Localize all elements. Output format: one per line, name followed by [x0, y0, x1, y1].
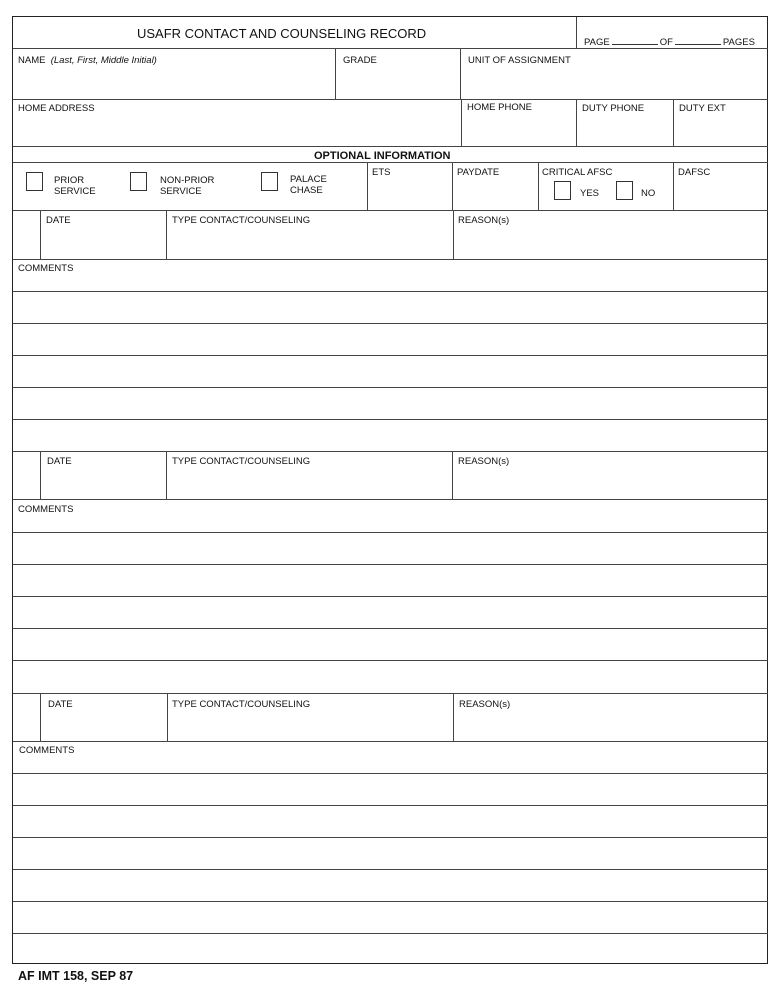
- divider: [166, 210, 167, 259]
- comment-line: [13, 628, 768, 629]
- palace-chase-label: PALACE CHASE: [290, 174, 327, 196]
- reasons-field[interactable]: [455, 227, 767, 257]
- name-hint: (Last, First, Middle Initial): [50, 55, 157, 66]
- divider: [13, 99, 768, 100]
- page-label: PAGE: [584, 37, 610, 48]
- comment-line: [13, 933, 768, 934]
- type-contact-field[interactable]: [169, 710, 451, 740]
- date-field[interactable]: [42, 468, 164, 498]
- dafsc-label: DAFSC: [678, 167, 711, 178]
- ets-label: ETS: [372, 167, 391, 178]
- comment-line: [13, 355, 768, 356]
- comments-field[interactable]: [13, 757, 768, 962]
- page-count: [584, 36, 755, 48]
- yes-label: YES: [580, 188, 600, 199]
- comment-line: [13, 419, 768, 420]
- critical-afsc-label: CRITICAL AFSC: [542, 167, 613, 178]
- date-field[interactable]: [42, 710, 165, 740]
- of-label: OF: [659, 37, 673, 48]
- comment-line: [13, 532, 768, 533]
- no-label: NO: [641, 188, 656, 199]
- form-title: USAFR CONTACT AND COUNSELING RECORD: [137, 26, 427, 41]
- divider: [40, 693, 41, 741]
- comment-line: [13, 869, 768, 870]
- comments-label: COMMENTS: [18, 263, 74, 274]
- reasons-label: REASON(s): [458, 215, 510, 226]
- reasons-label: REASON(s): [459, 699, 511, 710]
- divider: [13, 741, 768, 742]
- date-label: DATE: [46, 215, 71, 226]
- comment-line: [13, 901, 768, 902]
- ets-field[interactable]: [369, 179, 450, 209]
- divider: [673, 162, 674, 210]
- non-prior-service-label: NON-PRIOR SERVICE: [160, 175, 215, 197]
- divider: [452, 162, 453, 210]
- critical-afsc-no-checkbox[interactable]: [616, 181, 633, 200]
- reasons-label: REASON(s): [458, 456, 510, 467]
- pages-label: PAGES: [722, 37, 755, 48]
- divider: [453, 693, 454, 741]
- duty-ext-field[interactable]: [675, 115, 767, 145]
- dafsc-field[interactable]: [675, 179, 767, 209]
- type-contact-label: TYPE CONTACT/COUNSELING: [172, 699, 311, 710]
- grade-field[interactable]: [337, 67, 458, 97]
- paydate-label: PAYDATE: [457, 167, 500, 178]
- type-contact-label: TYPE CONTACT/COUNSELING: [172, 456, 311, 467]
- duty-phone-field[interactable]: [578, 115, 671, 145]
- divider: [538, 162, 539, 210]
- page-number-field[interactable]: [612, 36, 658, 45]
- comment-line: [13, 291, 768, 292]
- comment-line: [13, 323, 768, 324]
- date-label: DATE: [48, 699, 73, 710]
- divider: [673, 99, 674, 146]
- total-pages-field[interactable]: [675, 36, 721, 45]
- reasons-field[interactable]: [454, 468, 767, 498]
- divider: [576, 17, 577, 48]
- type-contact-field[interactable]: [168, 227, 451, 257]
- comment-line: [13, 660, 768, 661]
- comments-label: COMMENTS: [18, 504, 74, 515]
- comments-field[interactable]: [13, 275, 768, 451]
- date-field[interactable]: [42, 227, 164, 257]
- home-phone-label: HOME PHONE: [467, 102, 532, 113]
- optional-information-heading: OPTIONAL INFORMATION: [314, 150, 451, 162]
- comment-line: [13, 773, 768, 774]
- divider: [13, 693, 768, 694]
- comments-field[interactable]: [13, 515, 768, 693]
- non-prior-service-checkbox[interactable]: [130, 172, 147, 191]
- divider: [453, 210, 454, 259]
- divider: [13, 499, 768, 500]
- name-label: NAME (Last, First, Middle Initial): [18, 55, 157, 66]
- duty-ext-label: DUTY EXT: [679, 103, 726, 114]
- counseling-form: [12, 16, 768, 964]
- date-label: DATE: [47, 456, 72, 467]
- divider: [576, 99, 577, 146]
- type-contact-field[interactable]: [168, 468, 450, 498]
- unit-label: UNIT OF ASSIGNMENT: [468, 55, 571, 66]
- comment-line: [13, 805, 768, 806]
- divider: [166, 451, 167, 499]
- divider: [40, 210, 41, 259]
- home-address-field[interactable]: [13, 115, 459, 145]
- divider: [452, 451, 453, 499]
- paydate-field[interactable]: [454, 179, 536, 209]
- prior-service-checkbox[interactable]: [26, 172, 43, 191]
- form-identifier: AF IMT 158, SEP 87: [18, 969, 134, 983]
- name-field[interactable]: [13, 67, 333, 97]
- comments-label: COMMENTS: [19, 745, 75, 756]
- home-phone-field[interactable]: [463, 115, 574, 145]
- divider: [13, 48, 768, 49]
- divider: [13, 451, 768, 452]
- divider: [13, 259, 768, 260]
- reasons-field[interactable]: [455, 710, 767, 740]
- divider: [460, 48, 461, 99]
- prior-service-label: PRIOR SERVICE: [54, 175, 96, 197]
- divider: [13, 210, 768, 211]
- divider: [335, 48, 336, 99]
- home-address-label: HOME ADDRESS: [18, 103, 95, 114]
- comment-line: [13, 596, 768, 597]
- type-contact-label: TYPE CONTACT/COUNSELING: [172, 215, 311, 226]
- divider: [13, 146, 768, 147]
- comment-line: [13, 564, 768, 565]
- divider: [167, 693, 168, 741]
- unit-field[interactable]: [462, 67, 766, 97]
- divider: [461, 99, 462, 146]
- comment-line: [13, 387, 768, 388]
- grade-label: GRADE: [343, 55, 377, 66]
- palace-chase-checkbox[interactable]: [261, 172, 278, 191]
- divider: [13, 162, 768, 163]
- duty-phone-label: DUTY PHONE: [582, 103, 645, 114]
- divider: [367, 162, 368, 210]
- comment-line: [13, 837, 768, 838]
- divider: [40, 451, 41, 499]
- critical-afsc-yes-checkbox[interactable]: [554, 181, 571, 200]
